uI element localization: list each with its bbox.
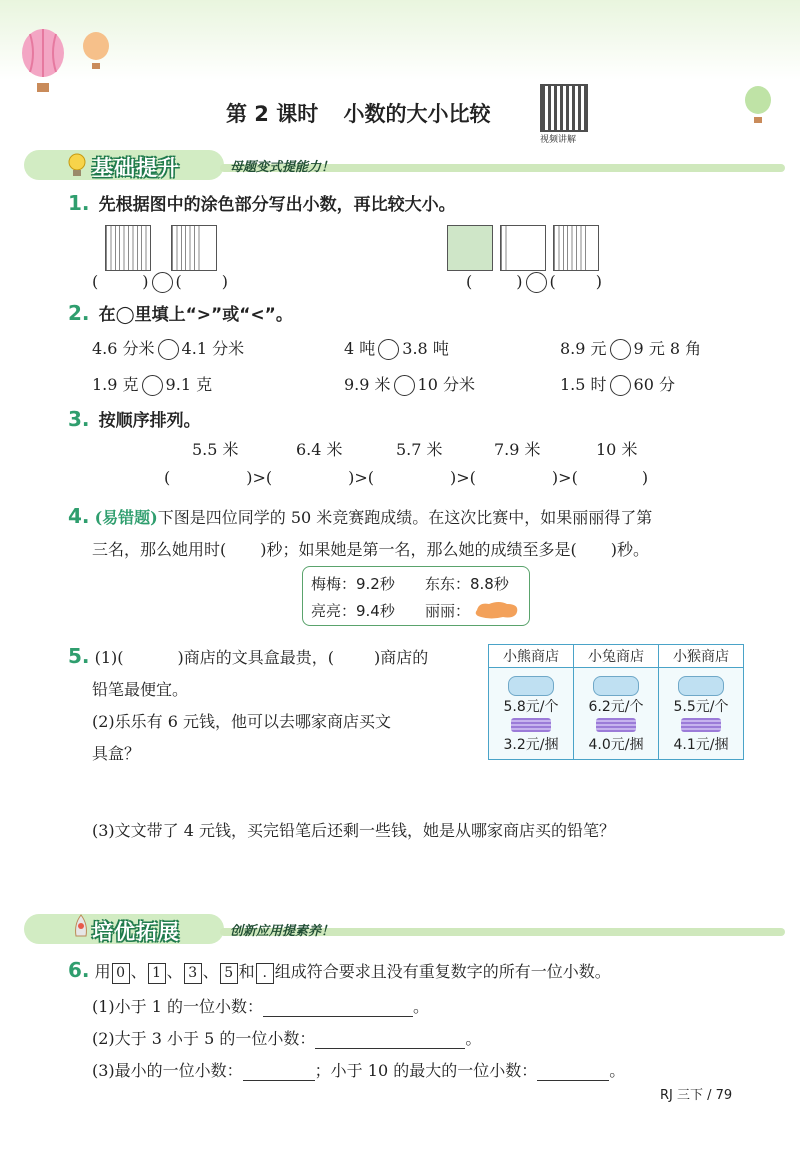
compare-item[interactable]: 4.6 分米 4.1 分米 bbox=[92, 339, 245, 358]
section-subtitle: 创新应用提素养！ bbox=[230, 924, 335, 939]
value-item: 7.9 米 bbox=[494, 440, 541, 459]
value-item: 10 米 bbox=[596, 440, 638, 459]
decimal-grid bbox=[500, 225, 546, 271]
lightbulb-icon bbox=[66, 152, 88, 178]
results-box: 梅梅：9.2秒 东东：8.8秒 亮亮：9.4秒 丽丽： bbox=[302, 566, 530, 626]
section-banner bbox=[0, 150, 800, 180]
section-banner bbox=[0, 914, 800, 944]
header-background bbox=[0, 0, 800, 80]
balloon-icon bbox=[742, 86, 774, 130]
compare-item[interactable]: 9.9 米 10 分米 bbox=[344, 375, 475, 394]
answer-line[interactable] bbox=[537, 1080, 609, 1081]
pencil-bundle-icon bbox=[681, 718, 721, 732]
qr-caption: 视频讲解 bbox=[540, 135, 577, 145]
question-text: 按顺序排列。 bbox=[98, 411, 201, 431]
table-header: 小猴商店 bbox=[659, 645, 744, 668]
digit-card: 3 bbox=[184, 963, 202, 984]
decimal-grid bbox=[171, 225, 217, 271]
question-number: 4. bbox=[68, 504, 90, 528]
pencil-bundle-icon bbox=[596, 718, 636, 732]
question-number: 1. bbox=[68, 191, 90, 215]
value-item: 6.4 米 bbox=[296, 440, 343, 459]
pencil-bundle-icon bbox=[511, 718, 551, 732]
question-text: 先根据图中的涂色部分写出小数，再比较大小。 bbox=[98, 195, 456, 215]
question-number: 6. bbox=[68, 958, 90, 982]
digit-card: 0 bbox=[112, 963, 130, 984]
balloon-icon bbox=[18, 28, 68, 98]
section-title: 培优拓展 bbox=[92, 920, 180, 944]
rocket-icon bbox=[72, 914, 90, 944]
question-number: 2. bbox=[68, 301, 90, 325]
price-table: 小熊商店 小兔商店 小猴商店 5.8元/个 3.2元/捆 6.2元/个 4.0元/捆 5.5元/个 4.1元/捆 bbox=[488, 644, 744, 760]
answer-line[interactable] bbox=[315, 1048, 465, 1049]
compare-item[interactable]: 1.5 时 60 分 bbox=[560, 375, 675, 394]
question-text: 在◯里填上“>”或“<”。 bbox=[98, 305, 293, 325]
digit-card: 5 bbox=[220, 963, 238, 984]
question-tag: (易错题) bbox=[94, 508, 158, 527]
value-item: 5.7 米 bbox=[396, 440, 443, 459]
pencil-box-icon bbox=[508, 676, 554, 696]
digit-card: 1 bbox=[148, 963, 166, 984]
ink-blot-icon bbox=[473, 600, 521, 620]
order-answer-row[interactable]: ( )>( )>( )>( )>( ) bbox=[164, 468, 649, 487]
value-item: 5.5 米 bbox=[192, 440, 239, 459]
question-text: 下图是四位同学的 50 米竞赛跑成绩。在这次比赛中，如果丽丽得了第 bbox=[157, 508, 653, 527]
section-subtitle: 母题变式提能力！ bbox=[230, 160, 335, 175]
question-number: 5. bbox=[68, 644, 90, 668]
pencil-box-icon bbox=[678, 676, 724, 696]
lesson-number: 第 2 课时 bbox=[226, 102, 319, 126]
decimal-grid bbox=[553, 225, 599, 271]
question-number: 3. bbox=[68, 407, 90, 431]
answer-blank-row[interactable]: ( ) ( ) bbox=[466, 272, 602, 291]
balloon-icon bbox=[80, 32, 112, 76]
decimal-grid bbox=[447, 225, 493, 271]
page-title: 小数的大小比较 bbox=[343, 102, 491, 126]
table-header: 小兔商店 bbox=[574, 645, 659, 668]
answer-blank-row[interactable]: ( ) ( ) bbox=[92, 272, 228, 291]
pencil-box-icon bbox=[593, 676, 639, 696]
question-text: (3)文文带了 4 元钱，买完铅笔后还剩一些钱，她是从哪家商店买的铅笔？ bbox=[92, 821, 616, 840]
compare-item[interactable]: 8.9 元 9 元 8 角 bbox=[560, 339, 702, 358]
section-title: 基础提升 bbox=[92, 156, 180, 180]
compare-item[interactable]: 1.9 克 9.1 克 bbox=[92, 375, 213, 394]
compare-item[interactable]: 4 吨 3.8 吨 bbox=[344, 339, 449, 358]
digit-card: . bbox=[256, 963, 274, 984]
answer-line[interactable] bbox=[263, 1016, 413, 1017]
table-header: 小熊商店 bbox=[489, 645, 574, 668]
qr-code[interactable] bbox=[540, 84, 588, 132]
answer-line[interactable] bbox=[243, 1080, 315, 1081]
decimal-grid bbox=[105, 225, 151, 271]
page-number: RJ 三下 / 79 bbox=[660, 1088, 733, 1103]
